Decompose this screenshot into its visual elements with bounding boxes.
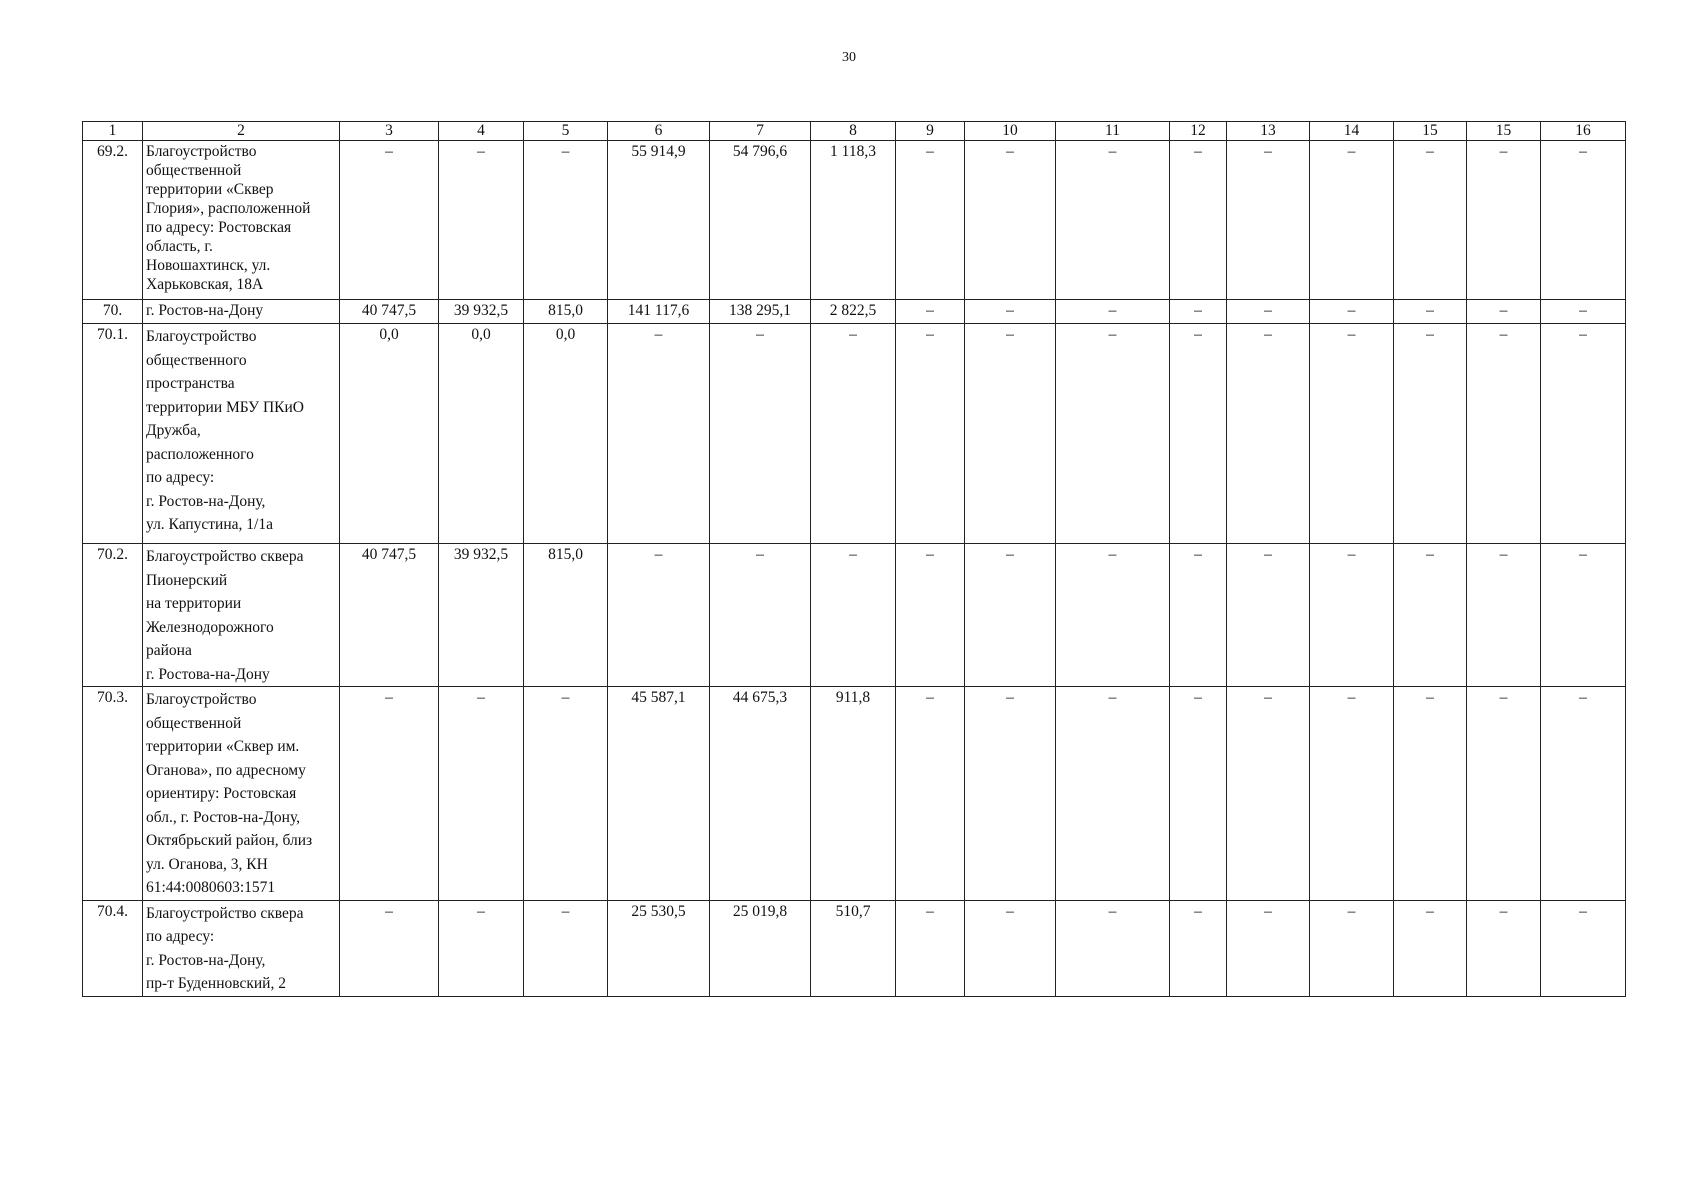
value-cell: – [1467,544,1541,687]
row-number-cell: 70.2. [83,544,143,687]
header-cell: 6 [608,122,710,141]
header-cell: 16 [1541,122,1626,141]
value-cell: – [1056,687,1170,901]
description-line: района [146,642,192,659]
value-cell: – [1467,324,1541,544]
table-row [83,900,1626,996]
header-cell: 7 [710,122,811,141]
value-cell: – [1541,141,1626,300]
header-cell: 10 [965,122,1056,141]
description-line: Октябрьский район, близ [146,832,313,849]
value-cell: 25 530,5 [608,900,710,996]
description-line: по адресу: Ростовская [146,219,292,236]
value-cell: – [811,324,896,544]
value-cell: 44 675,3 [710,687,811,901]
value-cell: – [340,900,439,996]
description-cell [143,324,340,544]
value-cell: 39 932,5 [439,544,524,687]
description-line: ориентиру: Ростовская [146,785,297,802]
description-line: Благоустройство [146,691,257,708]
value-cell: – [965,300,1056,324]
value-cell: 815,0 [524,544,608,687]
row-number-cell: 70.1. [83,324,143,544]
table-row [83,687,1626,901]
description-cell [143,687,340,901]
value-cell: – [1541,687,1626,901]
description-line: 61:44:0080603:1571 [146,879,276,896]
header-row [83,122,1626,141]
value-cell: – [1394,300,1467,324]
value-cell: – [1541,324,1626,544]
header-cell: 14 [1310,122,1394,141]
description-line: Новошахтинск, ул. [146,257,271,274]
header-cell: 12 [1170,122,1227,141]
budget-table [82,121,1626,997]
value-cell: 54 796,6 [710,141,811,300]
row-number-cell: 70. [83,300,143,324]
header-cell: 15 [1394,122,1467,141]
value-cell: – [1310,544,1394,687]
value-cell: – [1170,900,1227,996]
value-cell: – [1056,141,1170,300]
description-cell [143,300,340,324]
value-cell: – [1170,544,1227,687]
value-cell: – [965,900,1056,996]
value-cell: 0,0 [439,324,524,544]
description-line: Благоустройство [146,328,257,345]
value-cell: 39 932,5 [439,300,524,324]
value-cell: – [965,687,1056,901]
value-cell: – [1056,900,1170,996]
description-line: по адресу: [146,469,215,486]
description-line: г. Ростов-на-Дону, [146,951,266,969]
value-cell: – [1467,300,1541,324]
value-cell: – [896,900,965,996]
value-cell: – [1227,544,1310,687]
value-cell: – [896,687,965,901]
header-cell: 1 [83,122,143,141]
value-cell: – [1056,300,1170,324]
description-line: пространства [146,375,235,392]
value-cell: 25 019,8 [710,900,811,996]
table-row [83,300,1626,324]
value-cell: – [340,687,439,901]
value-cell: – [1170,300,1227,324]
header-cell: 11 [1056,122,1170,141]
value-cell: – [1227,900,1310,996]
value-cell: – [1394,544,1467,687]
value-cell: 141 117,6 [608,300,710,324]
value-cell: – [965,544,1056,687]
description-line: территории «Сквер [146,181,274,198]
header-cell: 15 [1467,122,1541,141]
value-cell: – [896,544,965,687]
row-number-cell: 70.3. [83,687,143,901]
value-cell: – [710,324,811,544]
description-line: Благоустройство сквера [146,904,304,922]
value-cell: – [1541,300,1626,324]
value-cell: – [1467,687,1541,901]
value-cell: – [1227,324,1310,544]
description-line: Пионерский [146,571,228,589]
value-cell: 2 822,5 [811,300,896,324]
description-line: по адресу: [146,928,215,945]
value-cell: – [1467,141,1541,300]
value-cell: 0,0 [340,324,439,544]
header-cell: 5 [524,122,608,141]
value-cell: – [1227,300,1310,324]
description-line: общественной [146,162,242,179]
value-cell: 911,8 [811,687,896,901]
value-cell: – [1227,141,1310,300]
value-cell: – [896,300,965,324]
value-cell: – [439,141,524,300]
value-cell: – [524,900,608,996]
row-number-cell: 70.4. [83,900,143,996]
description-line: Оганова», по адресному [146,761,306,779]
value-cell: – [1541,544,1626,687]
value-cell: 40 747,5 [340,300,439,324]
value-cell: – [896,141,965,300]
value-cell: – [965,324,1056,544]
description-line: ул. Оганова, 3, КН [146,855,268,873]
description-line: г. Ростов-на-Дону, [146,492,266,510]
value-cell: – [811,544,896,687]
value-cell: – [524,687,608,901]
table-row [83,141,1626,300]
description-line: общественной [146,714,242,732]
description-line: территории «Сквер им. [146,738,300,755]
table-row [83,324,1626,544]
description-line: Харьковская, 18А [146,276,264,293]
value-cell: 138 295,1 [710,300,811,324]
value-cell: – [1394,324,1467,544]
description-line: расположенного [146,445,254,463]
value-cell: – [1310,687,1394,901]
header-cell: 8 [811,122,896,141]
value-cell: – [1170,324,1227,544]
value-cell: – [1170,141,1227,300]
description-line: Благоустройство сквера [146,548,304,565]
value-cell: – [1310,900,1394,996]
value-cell: 815,0 [524,300,608,324]
value-cell: 0,0 [524,324,608,544]
header-cell: 13 [1227,122,1310,141]
row-number-cell: 69.2. [83,141,143,300]
description-line: общественного [146,351,247,369]
value-cell: 45 587,1 [608,687,710,901]
value-cell: – [710,544,811,687]
value-cell: – [896,324,965,544]
value-cell: – [1056,544,1170,687]
value-cell: – [1467,900,1541,996]
value-cell: 510,7 [811,900,896,996]
value-cell: – [965,141,1056,300]
value-cell: – [1227,687,1310,901]
description-line: пр-т Буденновский, 2 [146,975,286,992]
description-line: Благоустройство [146,143,257,160]
description-line: территории МБУ ПКиО [146,398,304,416]
value-cell: – [1310,300,1394,324]
description-line: г. Ростова-на-Дону [146,665,270,683]
value-cell: – [439,900,524,996]
value-cell: – [608,324,710,544]
value-cell: – [1541,900,1626,996]
header-cell: 9 [896,122,965,141]
description-line: на территории [146,595,242,612]
value-cell: 55 914,9 [608,141,710,300]
value-cell: – [524,141,608,300]
value-cell: – [1310,141,1394,300]
description-cell [143,900,340,996]
value-cell: – [1170,687,1227,901]
description-line: Железнодорожного [146,618,274,636]
header-cell: 4 [439,122,524,141]
value-cell: – [1056,324,1170,544]
table-row [83,544,1626,687]
value-cell: – [1394,900,1467,996]
value-cell: – [1394,141,1467,300]
header-cell: 2 [143,122,340,141]
description-line: Глория», расположенной [146,200,311,217]
value-cell: – [340,141,439,300]
description-line: г. Ростов-на-Дону [146,302,264,319]
header-cell: 3 [340,122,439,141]
description-line: обл., г. Ростов-на-Дону, [146,808,301,826]
value-cell: 1 118,3 [811,141,896,300]
description-line: ул. Капустина, 1/1а [146,516,273,533]
value-cell: – [608,544,710,687]
value-cell: – [1394,687,1467,901]
page-number: 30 [842,50,856,65]
value-cell: – [1310,324,1394,544]
description-line: Дружба, [146,422,201,439]
description-cell [143,544,340,687]
value-cell: 40 747,5 [340,544,439,687]
description-cell [143,141,340,300]
value-cell: – [439,687,524,901]
description-line: область, г. [146,238,213,255]
